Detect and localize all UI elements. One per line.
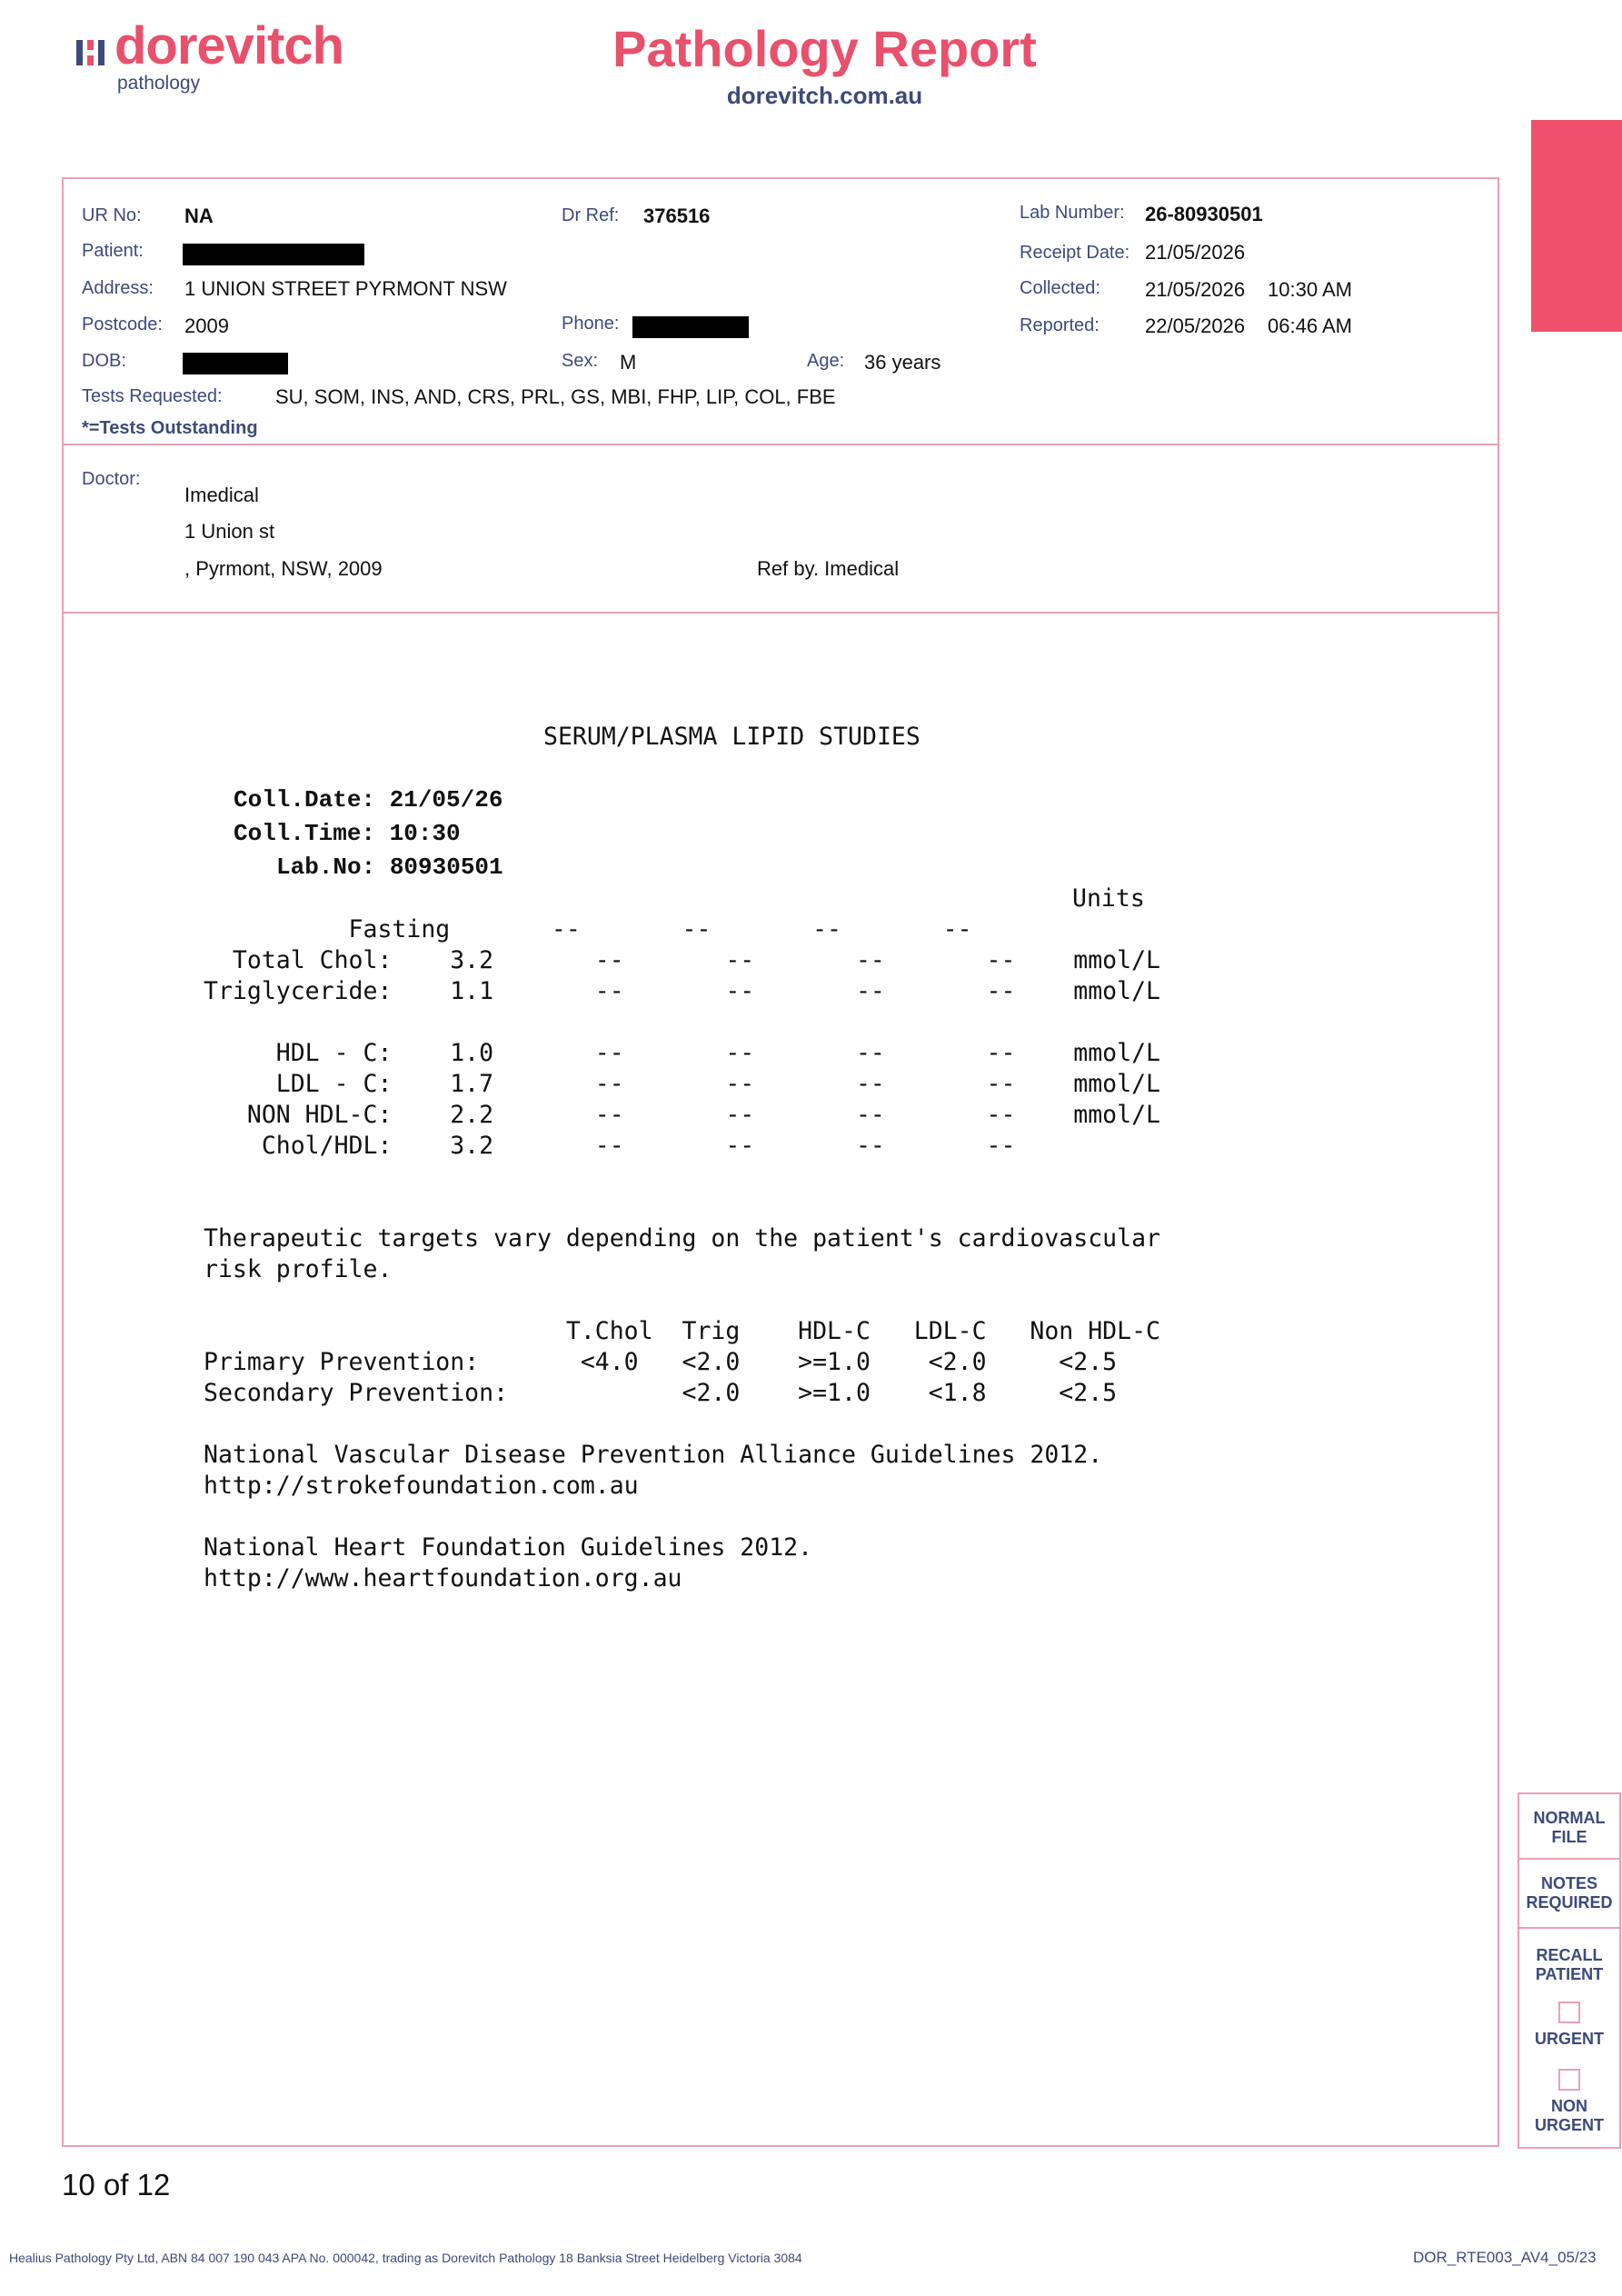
report-line: NON HDL-C: 2.2 -- -- -- -- mmol/L — [204, 1101, 1160, 1129]
notes-required-option[interactable]: NOTES REQUIRED — [1526, 1874, 1613, 1912]
reported-time: 06:46 AM — [1268, 314, 1352, 337]
report-line: Fasting -- -- -- -- — [204, 915, 972, 943]
coll-time: Coll.Time: 10:30 — [234, 820, 461, 847]
divider — [62, 612, 1499, 614]
report-line: LDL - C: 1.7 -- -- -- -- mmol/L — [204, 1070, 1160, 1098]
report-line: T.Chol Trig HDL-C LDL-C Non HDL-C — [204, 1317, 1160, 1345]
redacted-patient-name — [183, 244, 364, 265]
report-line: Total Chol: 3.2 -- -- -- -- mmol/L — [204, 946, 1160, 974]
collected-label: Collected: — [1020, 278, 1100, 298]
results-block — [204, 914, 1160, 1594]
phone-label: Phone: — [562, 314, 620, 334]
collected-date: 21/05/2026 — [1145, 278, 1246, 301]
redacted-phone — [632, 316, 749, 338]
patient-label: Patient: — [82, 241, 144, 261]
coll-date: Coll.Date: 21/05/26 — [234, 786, 503, 814]
dob-label: DOB: — [82, 351, 126, 371]
urgent-label: URGENT — [1535, 2030, 1604, 2048]
doctor-label: Doctor: — [82, 469, 141, 489]
lab-number-label: Lab Number: — [1020, 203, 1125, 223]
report-line: Secondary Prevention: <2.0 >=1.0 <1.8 <2.5 — [204, 1379, 1118, 1407]
report-line — [204, 1193, 1160, 1223]
tests-requested-value: SU, SOM, INS, AND, CRS, PRL, GS, MBI, FHP, LIP, COL, FBE — [275, 385, 836, 408]
age-value: 36 years — [864, 351, 941, 374]
non-urgent-label: NON URGENT — [1535, 2097, 1604, 2134]
doctor-city: , Pyrmont, NSW, 2009 — [184, 557, 383, 580]
redacted-dob — [183, 353, 288, 374]
company-footer: Healius Pathology Pty Ltd, ABN 84 007 190 043 APA No. 000042, trading as Dorevitch Pathology 18 Banksia Street Heidelberg Victoria 3084 — [9, 2251, 802, 2265]
report-line — [204, 1502, 1160, 1532]
report-line — [204, 1162, 1160, 1193]
postcode-label: Postcode: — [82, 314, 163, 334]
report-line: Triglyceride: 1.1 -- -- -- -- mmol/L — [204, 977, 1160, 1005]
report-line: National Heart Foundation Guidelines 2012. — [204, 1533, 813, 1562]
non-urgent-checkbox[interactable] — [1558, 2069, 1580, 2091]
units-header: Units — [1072, 884, 1145, 913]
address-label: Address: — [82, 278, 154, 298]
dr-ref-label: Dr Ref: — [562, 205, 620, 225]
report-line: Primary Prevention: <4.0 <2.0 >=1.0 <2.0 <2.5 — [204, 1348, 1118, 1376]
report-title: Pathology Report — [612, 20, 1037, 77]
collected-time: 10:30 AM — [1268, 278, 1352, 301]
report-line: Chol/HDL: 3.2 -- -- -- -- — [204, 1132, 1016, 1160]
report-line — [204, 1007, 1160, 1038]
document-code: DOR_RTE003_AV4_05/23 — [1413, 2249, 1597, 2266]
report-line — [204, 1409, 1160, 1440]
action-checklist — [1518, 1792, 1621, 2149]
sex-label: Sex: — [562, 351, 599, 371]
website-link[interactable]: dorevitch.com.au — [726, 82, 923, 109]
receipt-date-label: Receipt Date: — [1020, 243, 1130, 263]
page-counter: 10 of 12 — [62, 2168, 171, 2201]
report-line: http://www.heartfoundation.org.au — [204, 1564, 682, 1592]
dr-ref-value: 376516 — [643, 205, 711, 227]
report-line: National Vascular Disease Prevention Alliance Guidelines 2012. — [204, 1441, 1103, 1469]
report-line: risk profile. — [204, 1255, 393, 1283]
tests-outstanding-note: *=Tests Outstanding — [82, 418, 258, 438]
lab-number-value: 26-80930501 — [1145, 203, 1263, 225]
address-value: 1 UNION STREET PYRMONT NSW — [184, 277, 507, 300]
doctor-street: 1 Union st — [184, 520, 275, 543]
ur-value: NA — [184, 205, 214, 227]
report-line: http://strokefoundation.com.au — [204, 1472, 639, 1500]
recall-patient-option[interactable]: RECALL PATIENT — [1535, 1946, 1604, 1983]
ref-by: Ref by. Imedical — [757, 557, 900, 580]
report-line: HDL - C: 1.0 -- -- -- -- mmol/L — [204, 1039, 1160, 1067]
divider — [1519, 1927, 1619, 1929]
urgent-checkbox[interactable] — [1558, 2002, 1580, 2023]
brand-logo-subtext: pathology — [117, 73, 201, 94]
report-line — [204, 1285, 1160, 1316]
report-line: Therapeutic targets vary depending on the patient's cardiovascular — [204, 1224, 1160, 1253]
brand-logo-text: dorevitch — [114, 16, 344, 75]
divider — [62, 444, 1499, 445]
report-heading: SERUM/PLASMA LIPID STUDIES — [543, 723, 920, 751]
divider — [1519, 1858, 1619, 1860]
side-tab — [1531, 120, 1622, 332]
sex-value: M — [620, 351, 637, 374]
receipt-date-value: 21/05/2026 — [1145, 241, 1246, 264]
doctor-name: Imedical — [184, 484, 259, 506]
normal-file-option[interactable]: NORMAL FILE — [1533, 1809, 1606, 1846]
reported-label: Reported: — [1020, 315, 1100, 335]
postcode-value: 2009 — [184, 314, 229, 337]
lab-no: Lab.No: 80930501 — [276, 854, 503, 881]
tests-requested-label: Tests Requested: — [82, 386, 223, 406]
age-label: Age: — [807, 351, 845, 371]
ur-label: UR No: — [82, 205, 142, 225]
reported-date: 22/05/2026 — [1145, 314, 1246, 337]
